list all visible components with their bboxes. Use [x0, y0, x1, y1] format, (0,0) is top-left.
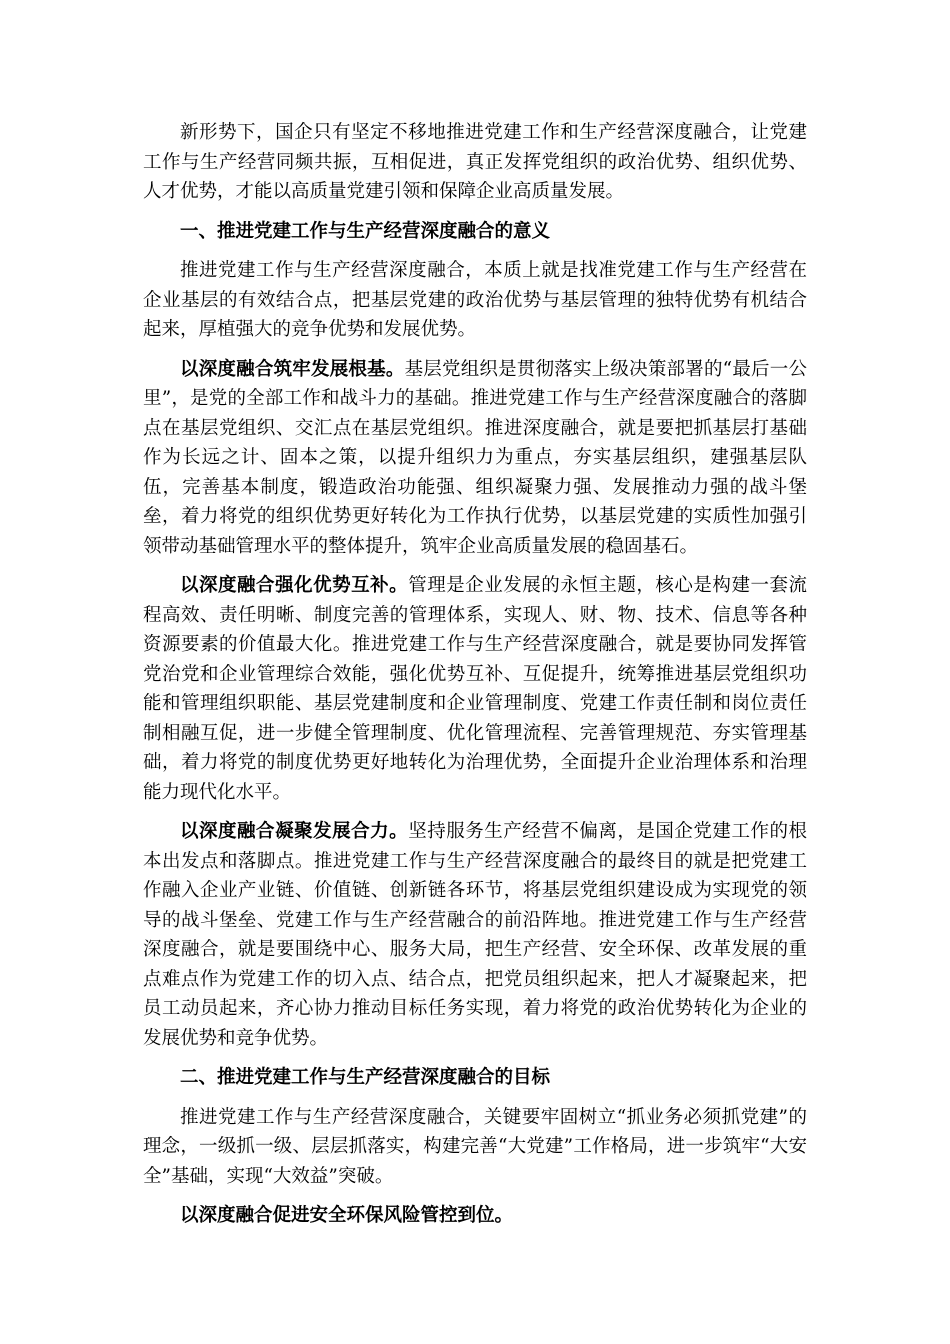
section-1-heading: 一、推进党建工作与生产经营深度融合的意义: [180, 220, 551, 242]
point-lead: 以深度融合强化优势互补。: [180, 575, 409, 596]
document-body: [143, 118, 807, 1241]
section-1-point-3: [143, 817, 807, 1053]
section-2-point-1: [143, 1201, 807, 1231]
point-text: 管理是企业发展的永恒主题，核心是构建一套流程高效、责任明晰、制度完善的管理体系，实现人、财、物、技术、信息等各种资源要素的价值最大化。推进党建工作与生产经营深度融合，就是要协同发挥管党治党和企业管理综合效能，强化优势互补、互促提升，统筹推进基层党组织功能和管理组织职能、基层党建制度和企业管理制度、党建工作责任制和岗位责任制相融互促，进一步健全管理制度、优化管理流程、完善管理规范、夯实管理基础，着力将党的制度优势更好地转化为治理优势，全面提升企业治理体系和治理能力现代化水平。: [143, 575, 807, 803]
intro-paragraph: 新形势下，国企只有坚定不移地推进党建工作和生产经营深度融合，让党建工作与生产经营同频共振，互相促进，真正发挥党组织的政治优势、组织优势、人才优势，才能以高质量党建引领和保障企业高质量发展。: [143, 122, 807, 202]
point-text: 坚持服务生产经营不偏离，是国企党建工作的根本出发点和落脚点。推进党建工作与生产经营深度融合的最终目的就是把党建工作融入企业产业链、价值链、创新链各环节，将基层党组织建设成为实现党的领导的战斗堡垒、党建工作与生产经营融合的前沿阵地。推进党建工作与生产经营深度融合，就是要围绕中心、服务大局，把生产经营、安全环保、改革发展的重点难点作为党建工作的切入点、结合点，把党员组织起来，把人才凝聚起来，把员工动员起来，齐心协力推动目标任务实现，着力将党的政治优势转化为企业的发展优势和竞争优势。: [143, 821, 807, 1049]
section-1-point-1: [143, 355, 807, 562]
point-lead: 以深度融合凝聚发展合力。: [180, 821, 409, 842]
section-1-intro-paragraph: 推进党建工作与生产经营深度融合，本质上就是找准党建工作与生产经营在企业基层的有效结合点，把基层党建的政治优势与基层管理的独特优势有机结合起来，厚植强大的竞争优势和发展优势。: [143, 260, 807, 340]
point-lead: 以深度融合筑牢发展根基。: [180, 358, 405, 380]
point-lead: 以深度融合促进安全环保风险管控到位。: [180, 1205, 514, 1226]
section-1-point-2: [143, 571, 807, 807]
section-2-intro-paragraph: 推进党建工作与生产经营深度融合，关键要牢固树立“抓业务必须抓党建”的理念，一级抓一级、层层抓落实，构建完善“大党建”工作格局，进一步筑牢“大安全”基础，实现“大效益”突破。: [143, 1106, 807, 1187]
section-2-heading: 二、推进党建工作与生产经营深度融合的目标: [180, 1067, 551, 1088]
point-text: 基层党组织是贯彻落实上级决策部署的“最后一公里”，是党的全部工作和战斗力的基础。推进党建工作与生产经营深度融合的落脚点在基层党组织、交汇点在基层党组织。推进深度融合，就是要把抓基层打基础作为长远之计、固本之策，以提升组织力为重点，夯实基层组织，建强基层队伍，完善基本制度，锻造政治功能强、组织凝聚力强、发展推动力强的战斗堡垒，着力将党的组织优势更好转化为工作执行优势，以基层党建的实质性加强引领带动基础管理水平的整体提升，筑牢企业高质量发展的稳固基石。: [143, 358, 807, 557]
